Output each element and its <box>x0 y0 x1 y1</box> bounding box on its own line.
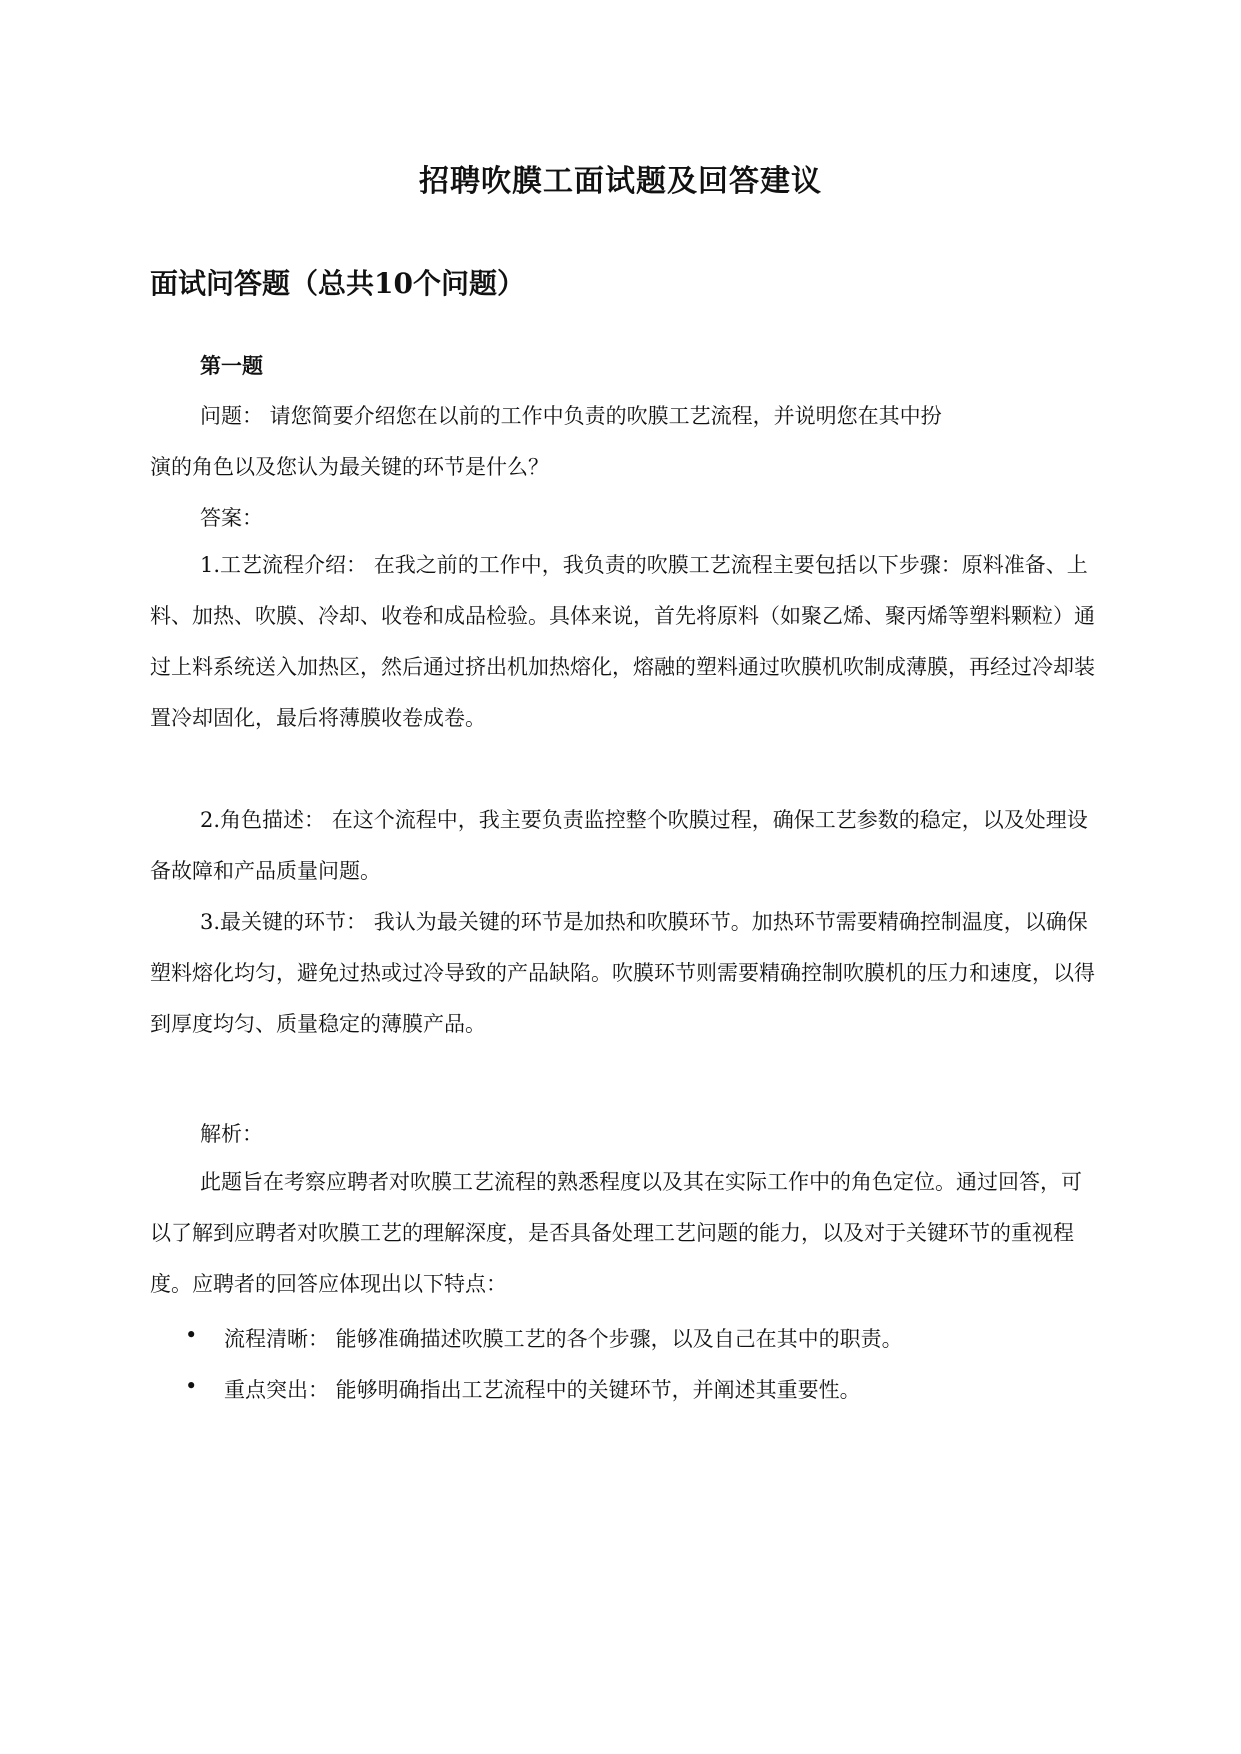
section-heading: 面试问答题（总共10个问题） <box>150 267 525 300</box>
question-heading: 第一题 <box>200 353 263 378</box>
bullet-dot: • <box>185 1374 198 1398</box>
answer-paragraph-2: 2.角色描述： 在这个流程中，我主要负责监控整个吹膜过程，确保工艺参数的稳定，以及处理设备故障和产品质量问题。 <box>150 808 1088 883</box>
analysis-label: 解析： <box>200 1122 263 1146</box>
document-title: 招聘吹膜工面试题及回答建议 <box>419 164 822 199</box>
analysis-paragraph: 此题旨在考察应聘者对吹膜工艺流程的熟悉程度以及其在实际工作中的角色定位。通过回答，可以了解到应聘者对吹膜工艺的理解深度，是否具备处理工艺问题的能力，以及对于关键环节的重视程度。应聘者的回答应体现出以下特点： <box>150 1170 1082 1296</box>
bullet-item-2: 重点突出： 能够明确指出工艺流程中的关键环节，并阐述其重要性。 <box>224 1378 861 1402</box>
answer-paragraph-1: 1.工艺流程介绍： 在我之前的工作中，我负责的吹膜工艺流程主要包括以下步骤：原料准备、上料、加热、吹膜、冷却、收卷和成品检验。具体来说，首先将原料（如聚乙烯、聚丙烯等塑料颗粒）通过上料系统送入加热区，然后通过挤出机加热熔化，熔融的塑料通过吹膜机吹制成薄膜，再经过冷却装置冷却固化，最后将薄膜收卷成卷。 <box>150 553 1095 730</box>
question-line-1: 问题： 请您简要介绍您在以前的工作中负责的吹膜工艺流程，并说明您在其中扮 <box>200 404 942 428</box>
bullet-dot: • <box>185 1323 198 1347</box>
answer-label: 答案： <box>200 506 263 530</box>
bullet-item-1: 流程清晰： 能够准确描述吹膜工艺的各个步骤，以及自己在其中的职责。 <box>224 1327 903 1351</box>
question-line-2: 演的角色以及您认为最关键的环节是什么？ <box>150 455 549 479</box>
answer-paragraph-3: 3.最关键的环节： 我认为最关键的环节是加热和吹膜环节。加热环节需要精确控制温度，以确保塑料熔化均匀，避免过热或过冷导致的产品缺陷。吹膜环节则需要精确控制吹膜机的压力和速度，以得到厚度均匀、质量稳定的薄膜产品。 <box>150 910 1095 1036</box>
